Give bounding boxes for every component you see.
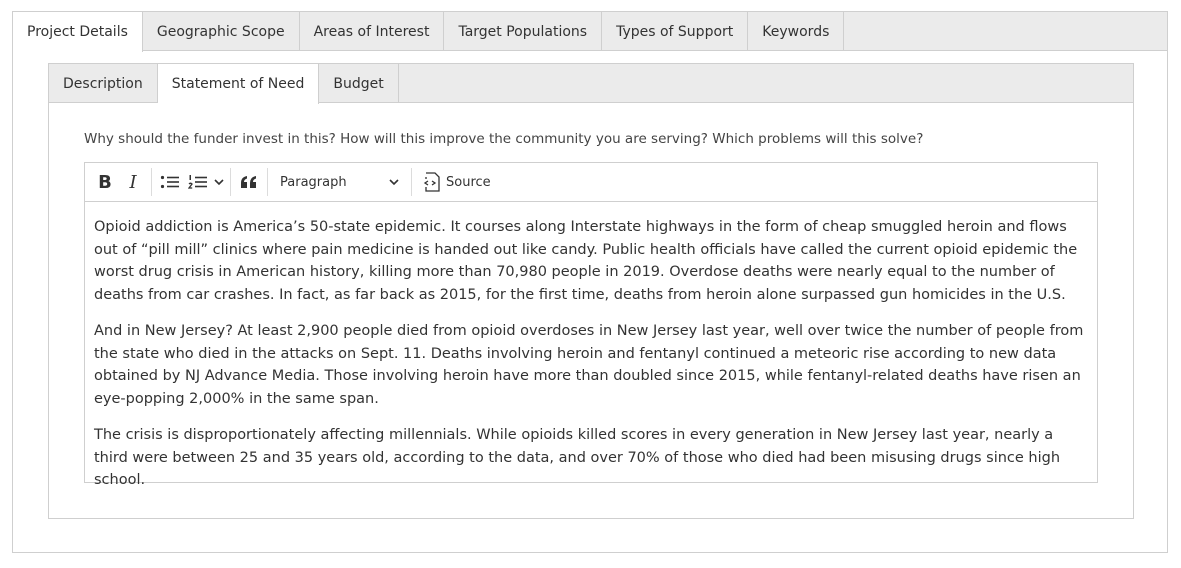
toolbar-divider: [267, 168, 268, 196]
toolbar-divider: [411, 168, 412, 196]
chevron-down-icon: [389, 178, 399, 186]
tab-statement-of-need[interactable]: Statement of Need: [158, 64, 320, 104]
tab-geographic-scope[interactable]: Geographic Scope: [143, 12, 300, 51]
inner-tab-bar: [49, 64, 1133, 103]
editor-content[interactable]: [85, 202, 1097, 492]
outer-tab-bar: [13, 12, 1167, 51]
content-paragraph: And in New Jersey? At least 2,900 people died from opioid overdoses in New Jersey last year, well over twice the number of people from the state who died in the attacks on Sept. 11. Deaths involving heroin and fentanyl continued a meteoric rise according to new data obtained by NJ Advance Media. Those involving heroin have more than doubled since 2015, while fentanyl-related deaths have risen an eye-popping 2,000% in the same span.: [94, 323, 1084, 407]
tab-target-populations[interactable]: Target Populations: [444, 12, 602, 51]
numbered-list-dropdown[interactable]: [212, 168, 226, 196]
blockquote-icon: [240, 175, 258, 189]
numbered-list-button[interactable]: [184, 168, 212, 196]
numbered-list-icon: [188, 174, 208, 190]
bold-button[interactable]: B: [98, 171, 112, 193]
tab-areas-of-interest[interactable]: Areas of Interest: [300, 12, 445, 51]
bulleted-list-icon: [160, 174, 180, 190]
italic-button[interactable]: I: [129, 171, 137, 193]
field-prompt: Why should the funder invest in this? How will this improve the community you are serving? Which problems will this solve?: [84, 131, 924, 147]
tab-keywords[interactable]: Keywords: [748, 12, 844, 51]
project-details-panel: [48, 63, 1134, 519]
toolbar-divider: [230, 168, 231, 196]
tab-description[interactable]: Description: [49, 64, 158, 103]
heading-select-value: Paragraph: [280, 174, 347, 190]
editor-toolbar: [85, 163, 1097, 202]
toolbar-divider: [151, 168, 152, 196]
bulleted-list-button[interactable]: [156, 168, 184, 196]
chevron-down-icon: [214, 178, 224, 186]
source-label: Source: [446, 174, 491, 190]
tab-project-details[interactable]: Project Details: [13, 12, 143, 52]
heading-select[interactable]: [272, 168, 407, 196]
source-button[interactable]: [416, 168, 497, 196]
tab-budget[interactable]: Budget: [319, 64, 398, 103]
source-icon: [422, 172, 442, 192]
project-panel: [12, 11, 1168, 553]
tab-types-of-support[interactable]: Types of Support: [602, 12, 748, 51]
rich-text-editor[interactable]: [84, 162, 1098, 488]
blockquote-button[interactable]: [235, 168, 263, 196]
content-paragraph: Opioid addiction is America’s 50-state epidemic. It courses along Interstate highways in the form of cheap smuggled heroin and flows out of “pill mill” clinics where pain medicine is handed out like candy. Public health officials have called the current opioid epidemic the worst drug crisis in American history, killing more than 70,980 people in 2019. Overdose deaths were nearly equal to the number of deaths from car crashes. In fact, as far back as 2015, for the first time, deaths from heroin alone surpassed gun homicides in the U.S.: [94, 219, 1078, 303]
content-paragraph: The crisis is disproportionately affecting millennials. While opioids killed scores in every generation in New Jersey last year, nearly a third were between 25 and 35 years old, according to the data, and over 70% of those who died had been misusing drugs since high school.: [94, 427, 1061, 488]
